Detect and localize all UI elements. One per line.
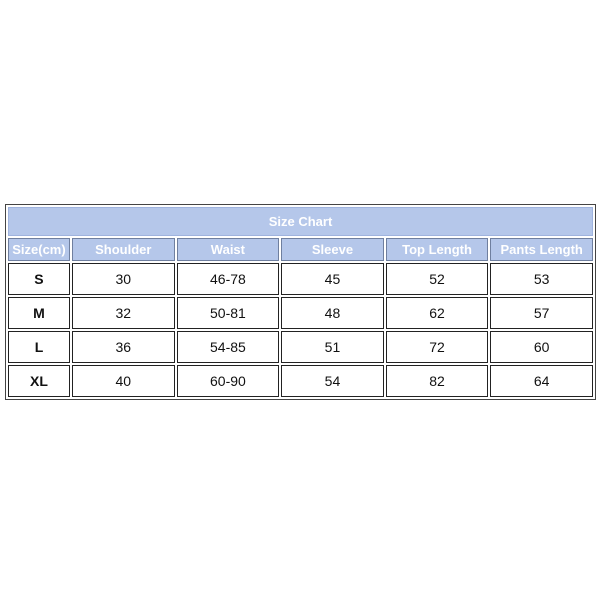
header-size: Size(cm) — [8, 238, 70, 261]
table-row — [8, 263, 593, 295]
title-row — [8, 207, 593, 236]
top-length-value: 62 — [386, 297, 489, 329]
header-row — [8, 238, 593, 261]
pants-length-value: 64 — [490, 365, 593, 397]
size-label: L — [8, 331, 70, 363]
sleeve-value: 45 — [281, 263, 384, 295]
top-length-value: 72 — [386, 331, 489, 363]
header-top-length: Top Length — [386, 238, 489, 261]
table-row — [8, 331, 593, 363]
shoulder-value: 32 — [72, 297, 175, 329]
header-sleeve: Sleeve — [281, 238, 384, 261]
pants-length-value: 60 — [490, 331, 593, 363]
top-length-value: 52 — [386, 263, 489, 295]
size-label: M — [8, 297, 70, 329]
header-shoulder: Shoulder — [72, 238, 175, 261]
sleeve-value: 48 — [281, 297, 384, 329]
table-row — [8, 365, 593, 397]
shoulder-value: 36 — [72, 331, 175, 363]
header-waist: Waist — [177, 238, 280, 261]
table-row — [8, 297, 593, 329]
waist-value: 54-85 — [177, 331, 280, 363]
pants-length-value: 57 — [490, 297, 593, 329]
sleeve-value: 51 — [281, 331, 384, 363]
header-pants-length: Pants Length — [490, 238, 593, 261]
sleeve-value: 54 — [281, 365, 384, 397]
size-chart-table — [5, 204, 596, 400]
waist-value: 46-78 — [177, 263, 280, 295]
pants-length-value: 53 — [490, 263, 593, 295]
top-length-value: 82 — [386, 365, 489, 397]
size-label: S — [8, 263, 70, 295]
waist-value: 60-90 — [177, 365, 280, 397]
table-title: Size Chart — [8, 207, 593, 236]
size-label: XL — [8, 365, 70, 397]
shoulder-value: 30 — [72, 263, 175, 295]
waist-value: 50-81 — [177, 297, 280, 329]
shoulder-value: 40 — [72, 365, 175, 397]
